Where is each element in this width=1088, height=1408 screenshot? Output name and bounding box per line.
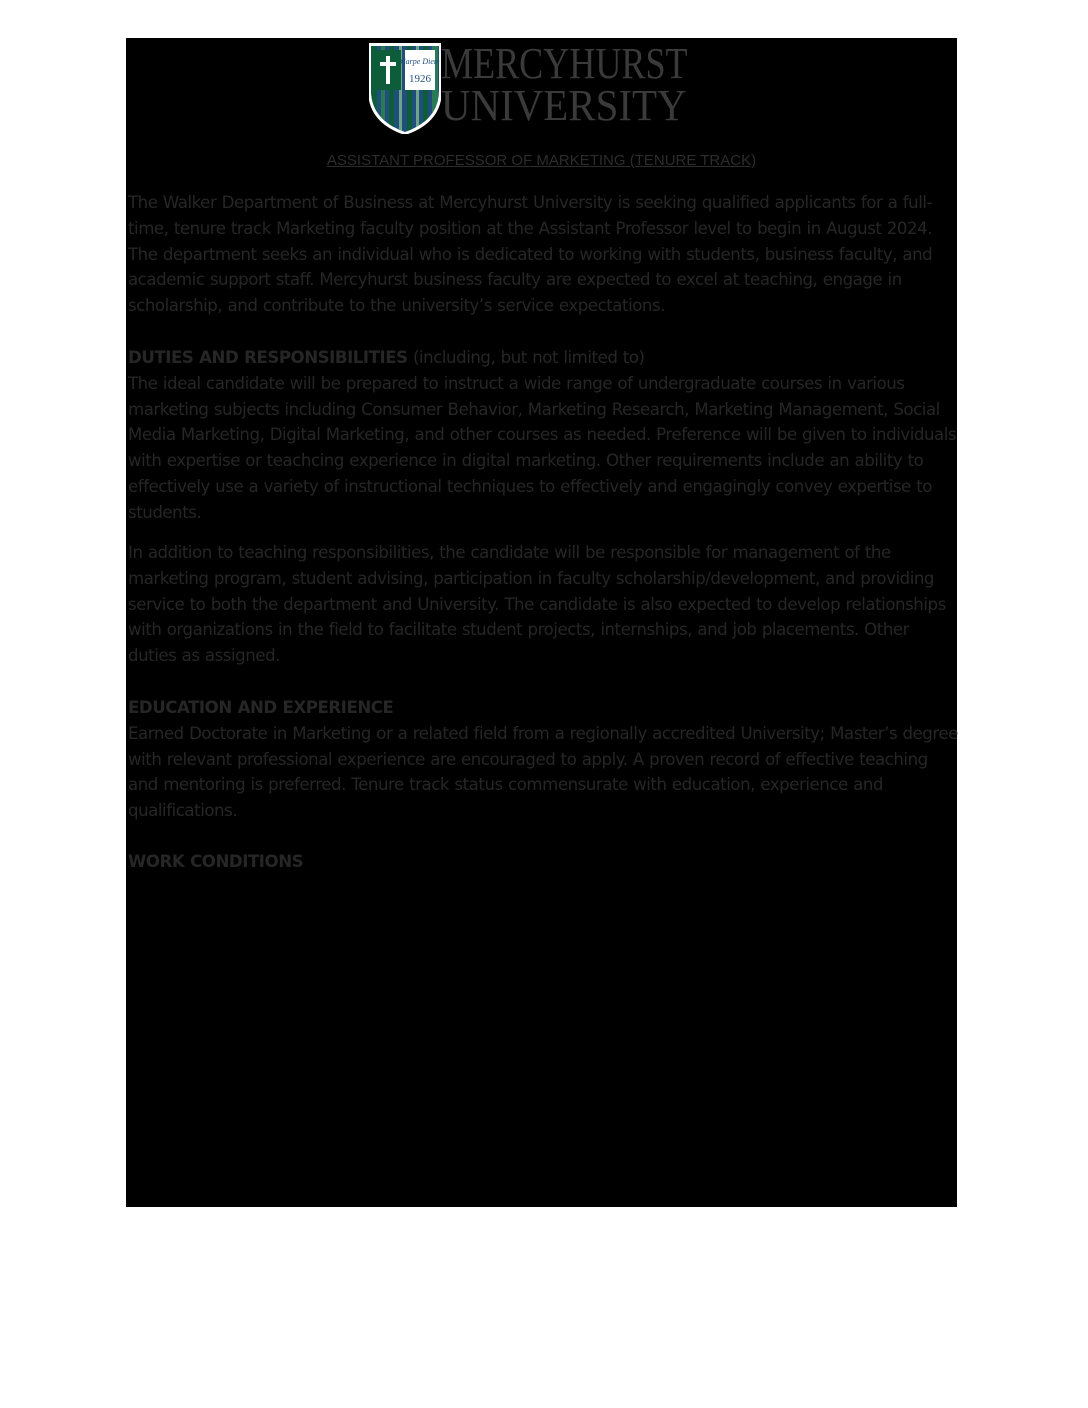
additional-duties-paragraph: In addition to teaching responsibilities, the candidate will be responsible for management of the marketing program, student advising, participation in faculty scholarship/development, and providing service to both the department and University. The candidate is also expected to develop relationships with organizations in the field to facilitate student projects, internships, and job placements. Other duties as assigned. [128, 543, 946, 666]
document-page [126, 38, 957, 1207]
shield-motto: Carpe Diem [400, 57, 440, 66]
university-wordmark [441, 39, 742, 130]
wordmark-line1: MERCYHURST [441, 39, 688, 88]
education-paragraph: Earned Doctorate in Marketing or a related field from a regionally accredited University; Master’s degree with relevant professional experience are encouraged to apply. A proven record of effective teaching and mentoring is preferred. Tenure track status commensurate with education, experience and qualifications. [128, 723, 958, 821]
intro-paragraph: The Walker Department of Business at Mercyhurst University is seeking qualified applicants for a full-time, tenure track Marketing faculty position at the Assistant Professor level to begin in August 2024. The department seeks an individual who is dedicated to working with students, business faculty, and academic support staff. Mercyhurst business faculty are expected to excel at teaching, engage in scholarship, and contribute to the university’s service expectations. [128, 193, 933, 316]
duties-section [128, 345, 958, 526]
shield-icon [369, 42, 441, 134]
duties-paragraph: The ideal candidate will be prepared to instruct a wide range of undergraduate courses in various marketing subjects including Consumer Behavior, Marketing Research, Marketing Management, Social Media Marketing, Digital Marketing, and other courses as needed. Preference will be given to individuals with expertise or teachcing experience in digital marketing. Other requirements include an ability to effectively use a variety of instructional techniques to effectively and engagingly convey expertise to students. [128, 373, 957, 522]
university-logo [369, 39, 721, 134]
work-conditions-heading: WORK CONDITIONS [128, 852, 304, 871]
duties-heading: DUTIES AND RESPONSIBILITIES [128, 348, 408, 367]
education-heading: EDUCATION AND EXPERIENCE [128, 698, 394, 717]
duties-qualifier: (including, but not limited to) [407, 348, 645, 367]
work-conditions-section [128, 849, 958, 875]
education-section [128, 695, 958, 824]
wordmark-line2: UNIVERSITY [441, 81, 687, 130]
shield-year: 1926 [409, 73, 431, 85]
job-title: ASSISTANT PROFESSOR OF MARKETING (TENURE TRACK) [326, 152, 757, 169]
